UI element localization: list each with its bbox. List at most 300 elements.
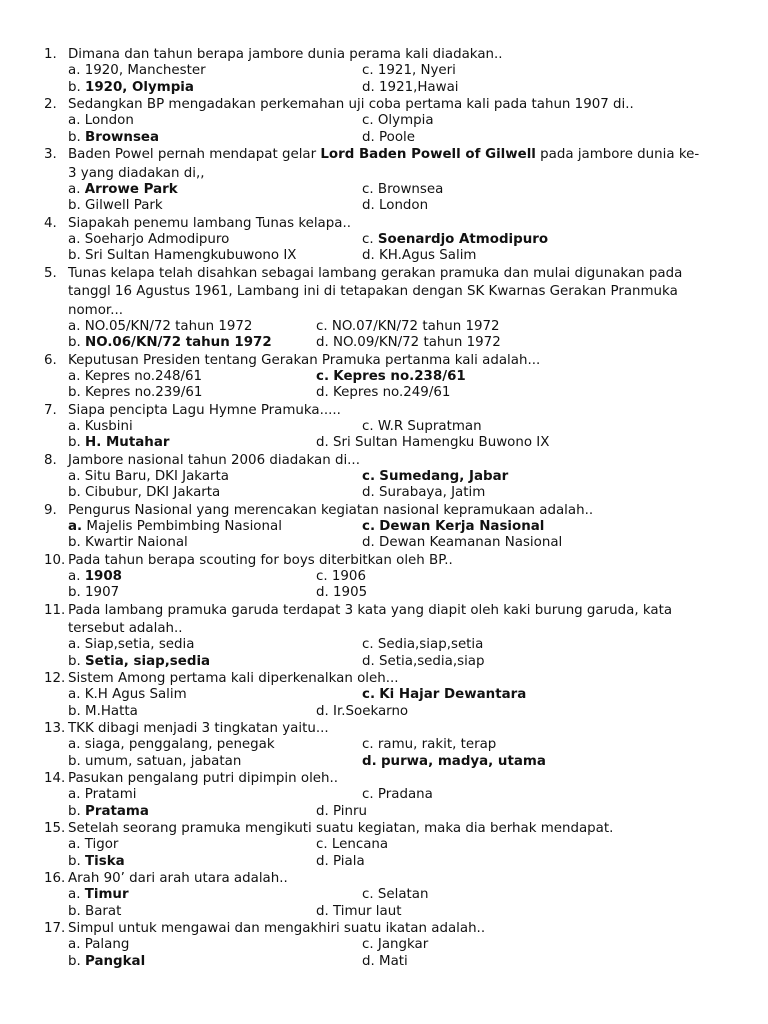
question-text-segment: Pada tahun berapa scouting for boys diterbitkan oleh BP..: [68, 552, 453, 568]
question-text-segment: pada jambore dunia ke-: [535, 147, 700, 162]
question-line: [0, 452, 768, 469]
question-number: 9.: [44, 502, 57, 518]
answer-option: [362, 198, 428, 215]
options-row: [0, 182, 768, 199]
option-letter: c.: [362, 231, 374, 247]
option-letter: c.: [362, 687, 376, 702]
option-text: Dewan Keamanan Nasional: [379, 535, 563, 550]
question-text: [68, 96, 634, 113]
answer-option: [362, 130, 415, 147]
options-row: [0, 469, 768, 486]
question-number: 17.: [44, 921, 66, 936]
answer-option: [68, 569, 122, 586]
question-text-segment: Sedangkan BP mengadakan perkemahan uji coba pertama kali pada tahun 1907 di..: [68, 97, 634, 112]
option-text: Pradana: [377, 787, 433, 802]
question-item: [0, 602, 768, 671]
option-text: Timur laut: [333, 903, 402, 919]
question-number: 15.: [44, 821, 66, 836]
options-row: [0, 704, 768, 721]
answer-option: [68, 585, 119, 602]
correct-answer-text: Ki Hajar Dewantara: [379, 687, 527, 702]
options-row: [0, 754, 768, 771]
option-letter: a.: [68, 737, 81, 752]
correct-answer-text: Pratama: [85, 803, 149, 819]
answer-option: [68, 887, 129, 904]
option-text: siaga, penggalang, penegak: [84, 737, 275, 752]
option-letter: b.: [68, 703, 81, 719]
option-text: KH.Agus Salim: [379, 248, 477, 263]
option-letter: b.: [68, 248, 81, 263]
option-text: W.R Supratman: [377, 418, 482, 434]
option-text: Cibubur, DKI Jakarta: [85, 485, 221, 500]
answer-option: [68, 369, 202, 386]
answer-option: [362, 754, 546, 771]
option-letter: d.: [316, 385, 329, 400]
option-letter: a.: [68, 937, 81, 952]
answer-option: [316, 704, 408, 721]
options-row: [0, 198, 768, 215]
question-item: [0, 215, 768, 265]
question-text: [68, 146, 699, 165]
option-letter: b.: [68, 435, 81, 450]
correct-answer-text: Brownsea: [85, 129, 160, 145]
question-text-segment: Tunas kelapa telah disahkan sebagai lambang gerakan pramuka dan mulai digunakan pada: [68, 265, 683, 281]
option-letter: d.: [362, 535, 375, 550]
answer-option: [362, 113, 434, 130]
question-text-segment: Setelah seorang pramuka mengikuti suatu kegiatan, maka dia berhak mendapat.: [68, 821, 614, 836]
answer-option: [68, 904, 121, 921]
answer-option: [362, 787, 433, 804]
answer-option: [68, 754, 241, 771]
option-letter: d.: [316, 853, 329, 869]
option-letter: a.: [68, 418, 81, 434]
option-letter: c.: [316, 368, 330, 384]
option-letter: a.: [68, 518, 83, 534]
question-text-segment: tersebut adalah..: [68, 621, 183, 636]
option-letter: d.: [316, 803, 329, 819]
answer-option: [68, 654, 210, 671]
question-text: [68, 720, 329, 737]
answer-option: [68, 687, 187, 704]
option-letter: c.: [362, 468, 376, 484]
question-number: 12.: [44, 671, 66, 686]
answer-option: [362, 232, 548, 249]
question-item: [0, 402, 768, 452]
question-number: 1.: [44, 47, 57, 62]
answer-option: [316, 854, 365, 871]
answer-option: [362, 937, 428, 954]
option-letter: d.: [316, 903, 329, 919]
option-letter: c.: [316, 837, 328, 852]
option-text: Gilwell Park: [85, 198, 163, 213]
question-item: [0, 265, 768, 352]
option-letter: b.: [68, 198, 81, 213]
option-text: NO.05/KN/72 tahun 1972: [84, 318, 253, 334]
option-text: M.Hatta: [85, 703, 138, 719]
option-letter: b.: [68, 535, 81, 550]
option-text: Kusbini: [84, 418, 133, 434]
option-text: Setia,sedia,siap: [379, 653, 485, 669]
question-text-segment: 3 yang diadakan di,,: [68, 165, 205, 181]
options-row: [0, 519, 768, 536]
option-letter: a.: [68, 887, 81, 902]
question-text: [68, 920, 485, 937]
option-letter: b.: [68, 485, 81, 500]
question-line: [0, 502, 768, 519]
question-line: [0, 402, 768, 419]
question-number: 2.: [44, 97, 57, 112]
question-item: [0, 352, 768, 402]
question-text: [68, 265, 682, 284]
question-item: [0, 552, 768, 602]
answer-option: [68, 130, 159, 147]
question-line: [0, 820, 768, 837]
option-text: Jangkar: [377, 937, 429, 952]
question-text-segment: Sistem Among pertama kali diperkenalkan oleh...: [68, 671, 399, 686]
question-text-segment: TKK dibagi menjadi 3 tingkatan yaitu...: [68, 721, 329, 736]
answer-option: [68, 80, 194, 97]
question-line: [0, 720, 768, 737]
answer-option: [68, 704, 138, 721]
options-row: [0, 63, 768, 80]
option-text: Selatan: [377, 887, 429, 902]
options-row: [0, 804, 768, 821]
option-letter: a.: [68, 231, 81, 247]
option-text: 1906: [331, 568, 366, 584]
question-text-segment: tanggl 16 Agustus 1961, Lambang ini di tetapakan dengan SK Kwarnas Gerakan Pranmuka: [68, 284, 678, 299]
question-number: 8.: [44, 452, 57, 468]
option-text: Brownsea: [377, 181, 444, 197]
question-text-segment: Simpul untuk mengawai dan mengakhiri suatu ikatan adalah..: [68, 921, 486, 936]
question-text-segment: nomor...: [68, 302, 123, 318]
option-text: Olympia: [377, 113, 434, 128]
option-letter: b.: [68, 129, 81, 145]
option-letter: a.: [68, 837, 81, 852]
answer-option: [362, 63, 456, 80]
question-text-segment: Pada lambang pramuka garuda terdapat 3 kata yang diapit oleh kaki burung garuda, kata: [68, 602, 673, 618]
option-text: Kepres no.239/61: [85, 385, 203, 400]
question-text: [68, 670, 399, 687]
option-letter: c.: [362, 518, 376, 534]
answer-option: [362, 419, 482, 436]
answer-option: [68, 198, 163, 215]
answer-option: [68, 469, 229, 486]
question-line: [0, 265, 768, 284]
answer-option: [68, 385, 202, 402]
answer-option: [316, 569, 366, 586]
option-text: Mati: [379, 953, 408, 969]
question-line: [0, 770, 768, 787]
option-letter: c.: [362, 63, 374, 78]
option-text: Siap,setia, sedia: [84, 637, 195, 652]
question-item: [0, 870, 768, 920]
option-letter: d.: [362, 485, 375, 500]
question-text-segment: Baden Powel pernah mendapat gelar: [68, 147, 321, 162]
option-text: 1905: [333, 585, 368, 600]
option-text: Pratami: [84, 787, 137, 802]
option-letter: c.: [362, 113, 374, 128]
option-letter: a.: [68, 568, 81, 584]
option-text: Barat: [85, 903, 122, 919]
correct-answer-text: Pangkal: [85, 953, 146, 969]
option-letter: c.: [362, 787, 374, 802]
correct-answer-text: Arrowe Park: [84, 181, 178, 197]
question-text-segment: Keputusan Presiden tentang Gerakan Pramuka pertanma kali adalah...: [68, 352, 541, 368]
answer-option: [68, 319, 252, 336]
answer-option: [362, 469, 508, 486]
option-text: NO.07/KN/72 tahun 1972: [331, 318, 500, 334]
options-row: [0, 585, 768, 602]
question-text: [68, 46, 503, 63]
option-text: Surabaya, Jatim: [379, 485, 486, 500]
correct-answer-text: H. Mutahar: [85, 435, 170, 450]
option-letter: a.: [68, 181, 81, 197]
answer-option: [68, 637, 194, 654]
option-text: Palang: [84, 937, 130, 952]
options-row: [0, 637, 768, 654]
answer-option: [316, 435, 549, 452]
answer-option: [362, 485, 485, 502]
question-text: [68, 620, 183, 637]
answer-option: [362, 687, 526, 704]
option-text: Sri Sultan Hamengku Buwono IX: [333, 435, 550, 450]
question-number: 14.: [44, 771, 66, 786]
option-text: Piala: [333, 853, 365, 869]
question-text: [68, 452, 360, 469]
question-text: [68, 165, 204, 182]
option-letter: c.: [362, 887, 374, 902]
question-text: [68, 820, 613, 837]
option-letter: b.: [68, 803, 81, 819]
correct-answer-text: Soenardjo Atmodipuro: [377, 231, 549, 247]
question-line: [0, 96, 768, 113]
options-row: [0, 837, 768, 854]
option-letter: d.: [362, 129, 375, 145]
answer-option: [68, 854, 125, 871]
options-row: [0, 887, 768, 904]
question-text-segment: Pasukan pengalang putri dipimpin oleh..: [68, 771, 339, 786]
question-item: [0, 770, 768, 820]
option-text: Kepres no.249/61: [333, 385, 451, 400]
answer-option: [362, 637, 483, 654]
correct-answer-text: Dewan Kerja Nasional: [379, 518, 545, 534]
question-text-segment: Siapakah penemu lambang Tunas kelapa..: [68, 215, 351, 231]
options-row: [0, 854, 768, 871]
question-number: 5.: [44, 265, 57, 281]
options-row: [0, 737, 768, 754]
option-text: Ir.Soekarno: [333, 703, 409, 719]
option-text: Poole: [379, 129, 415, 145]
option-text: ramu, rakit, terap: [377, 737, 497, 752]
question-number: 13.: [44, 721, 66, 736]
option-letter: a.: [68, 63, 81, 78]
option-text: K.H Agus Salim: [84, 687, 187, 702]
option-letter: d.: [362, 753, 377, 769]
question-item: [0, 670, 768, 720]
option-text: Lencana: [331, 837, 389, 852]
answer-option: [68, 519, 282, 536]
question-item: [0, 46, 768, 96]
answer-option: [68, 954, 145, 971]
option-letter: b.: [68, 335, 81, 350]
options-row: [0, 485, 768, 502]
question-text-segment: Dimana dan tahun berapa jambore dunia perama kali diadakan..: [68, 47, 503, 62]
options-row: [0, 369, 768, 386]
option-letter: b.: [68, 903, 81, 919]
question-number: 7.: [44, 402, 57, 418]
answer-option: [362, 954, 408, 971]
question-line: [0, 870, 768, 887]
option-text: 1920, Manchester: [84, 63, 206, 78]
question-text: [68, 602, 672, 621]
option-text: Soeharjo Admodipuro: [84, 231, 230, 247]
question-line: [0, 215, 768, 232]
options-row: [0, 80, 768, 97]
answer-option: [362, 654, 485, 671]
option-text: London: [379, 198, 429, 213]
option-letter: a.: [68, 637, 81, 652]
answer-option: [68, 535, 188, 552]
options-row: [0, 130, 768, 147]
options-row: [0, 687, 768, 704]
answer-option: [362, 887, 429, 904]
option-letter: a.: [68, 687, 81, 702]
question-number: 4.: [44, 215, 57, 231]
option-letter: b.: [68, 79, 81, 95]
options-row: [0, 904, 768, 921]
question-line: [0, 552, 768, 569]
question-item: [0, 502, 768, 552]
question-item: [0, 820, 768, 870]
option-letter: c.: [362, 418, 374, 434]
answer-option: [68, 232, 229, 249]
answer-option: [68, 804, 149, 821]
answer-option: [316, 585, 367, 602]
options-row: [0, 248, 768, 265]
options-row: [0, 954, 768, 971]
options-row: [0, 937, 768, 954]
answer-option: [68, 837, 118, 854]
option-letter: a.: [68, 318, 81, 334]
option-letter: c.: [362, 181, 374, 197]
answer-option: [68, 419, 133, 436]
option-letter: c.: [362, 937, 374, 952]
answer-option: [68, 248, 296, 265]
option-text: 1907: [85, 585, 120, 600]
options-row: [0, 335, 768, 352]
answer-option: [316, 804, 367, 821]
answer-option: [68, 63, 206, 80]
option-letter: a.: [68, 113, 81, 128]
option-letter: c.: [362, 737, 374, 752]
correct-answer-text: 1908: [84, 568, 123, 584]
option-letter: a.: [68, 787, 81, 802]
question-line: [0, 283, 768, 302]
question-line: [0, 920, 768, 937]
question-number: 6.: [44, 352, 57, 368]
question-text: [68, 870, 288, 887]
option-letter: c.: [362, 637, 374, 652]
options-row: [0, 113, 768, 130]
option-text: NO.09/KN/72 tahun 1972: [333, 335, 501, 350]
options-row: [0, 232, 768, 249]
question-text: [68, 302, 123, 319]
option-text: Sedia,siap,setia: [377, 637, 484, 652]
option-letter: b.: [68, 853, 81, 869]
question-text-segment: Jambore nasional tahun 2006 diadakan di...: [68, 452, 360, 468]
question-text: [68, 552, 453, 569]
answer-option: [316, 904, 401, 921]
option-text: Kwartir Naional: [85, 535, 188, 550]
options-row: [0, 385, 768, 402]
options-row: [0, 569, 768, 586]
correct-answer-text: Kepres no.238/61: [333, 368, 466, 384]
options-row: [0, 787, 768, 804]
option-letter: d.: [362, 248, 375, 263]
question-item: [0, 920, 768, 970]
option-letter: d.: [362, 79, 375, 95]
correct-answer-text: purwa, madya, utama: [380, 753, 546, 769]
question-text: [68, 770, 338, 787]
correct-answer-text: Tiska: [85, 853, 125, 869]
question-text: [68, 502, 593, 519]
answer-option: [316, 837, 388, 854]
question-item: [0, 146, 768, 215]
answer-option: [316, 319, 500, 336]
option-letter: b.: [68, 585, 81, 600]
question-item: [0, 96, 768, 146]
option-text: Pinru: [333, 803, 368, 819]
question-emphasis: Lord Baden Powell of Gilwell: [320, 147, 536, 162]
question-text-segment: Siapa pencipta Lagu Hymne Pramuka.....: [68, 402, 341, 418]
option-letter: a.: [68, 368, 81, 384]
question-line: [0, 670, 768, 687]
option-letter: d.: [362, 953, 375, 969]
answer-option: [362, 519, 544, 536]
option-text: 1921, Nyeri: [377, 63, 456, 78]
options-row: [0, 319, 768, 336]
option-letter: b.: [68, 385, 81, 400]
question-number: 10.: [44, 552, 66, 568]
options-row: [0, 654, 768, 671]
question-line: [0, 165, 768, 182]
question-line: [0, 620, 768, 637]
answer-option: [68, 113, 134, 130]
answer-option: [362, 182, 443, 199]
option-letter: d.: [316, 585, 329, 600]
question-text: [68, 352, 540, 369]
question-line: [0, 46, 768, 63]
answer-option: [68, 787, 137, 804]
option-letter: b.: [68, 753, 81, 769]
question-number: 3.: [44, 147, 57, 162]
answer-option: [68, 737, 275, 754]
option-letter: d.: [316, 435, 329, 450]
option-text: 1921,Hawai: [379, 79, 459, 95]
question-line: [0, 352, 768, 369]
answer-option: [362, 80, 459, 97]
options-row: [0, 435, 768, 452]
correct-answer-text: NO.06/KN/72 tahun 1972: [85, 335, 272, 350]
option-text: Tigor: [84, 837, 119, 852]
options-row: [0, 535, 768, 552]
answer-option: [68, 485, 220, 502]
answer-option: [68, 182, 178, 199]
option-text: Sri Sultan Hamengkubuwono IX: [85, 248, 297, 263]
question-text: [68, 215, 351, 232]
question-text-segment: Arah 90’ dari arah utara adalah..: [68, 871, 288, 886]
answer-option: [68, 435, 169, 452]
